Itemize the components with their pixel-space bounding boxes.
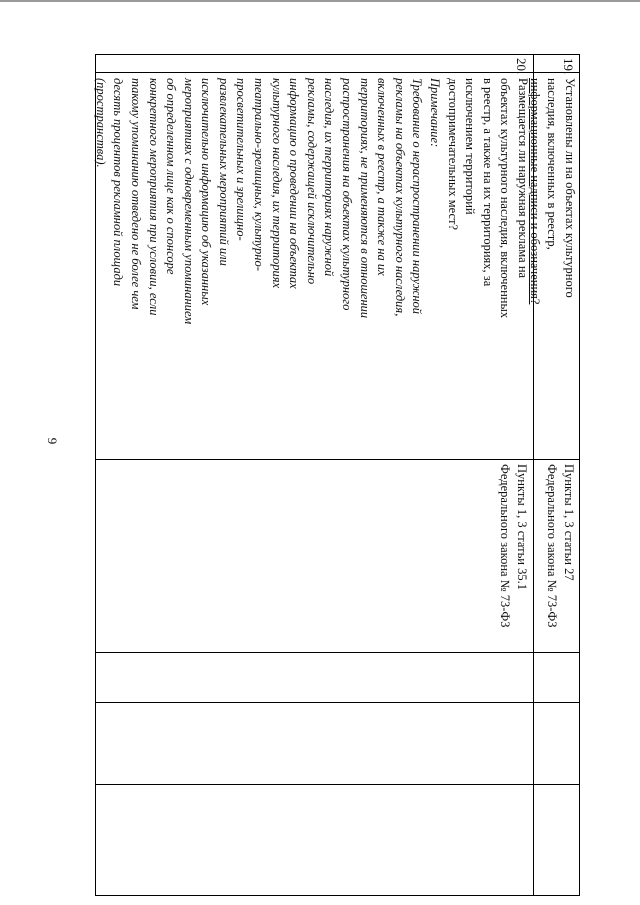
row-20-note-line-7: рекламы, содержащей исключительно — [304, 78, 319, 285]
row-20-note-line-12: развлекательных мероприятий или — [216, 78, 231, 266]
row-20-question — [93, 74, 533, 459]
row-19-reference-line-2: Федерального закона № 73-ФЗ — [545, 464, 559, 628]
row-20-number-text: 20. — [514, 58, 529, 75]
row-20-reference — [453, 460, 533, 652]
row-20-note-line-17: такому упоминанию отведено не более чем — [128, 78, 143, 310]
row-19-question-line-2: наследия, включенных в реестр, — [545, 78, 560, 250]
row-20-question-line-1: Размещается ли наружная реклама на — [516, 78, 530, 279]
col-divider-5 — [95, 784, 580, 785]
row-20-question-line-5: достопримечательных мест? — [445, 78, 460, 231]
row-20-note-line-11: просветительных и зрелищно- — [234, 78, 249, 241]
rotated-table — [95, 54, 580, 896]
row-20-note-line-15: об определенном лице как о спонсоре — [164, 78, 179, 275]
row-20-note-line-2: рекламы на объектах культурного наследия, — [392, 78, 407, 317]
row-20-question-line-2: объектах культурного наследия, включенных — [498, 78, 513, 319]
row-20-note-line-3: включенных в реестр, а также на их — [375, 78, 390, 276]
row-20-note-line-14: мероприятиях с одновременным упоминанием — [181, 78, 196, 325]
row-20-note-line-4: территориях, не применяются в отношении — [357, 78, 372, 319]
row-20-note-line-13: исключительно информацию об указанных — [199, 78, 214, 306]
row-20-note-line-18: десять процентов рекламной площади — [111, 78, 126, 287]
row-20-question-line-3: в реестр, а также на их территориях, за — [480, 78, 495, 287]
col-divider-number — [95, 72, 580, 73]
row-19-question-line-3: информационные надписи и обозначения? — [527, 78, 542, 305]
col-divider-4 — [95, 702, 580, 703]
row-20-question-line-4: исключением территорий — [463, 78, 478, 215]
row-19-number — [534, 54, 580, 75]
row-19-reference — [534, 460, 580, 652]
row-19-question — [527, 74, 580, 459]
row-20-note-label: Примечание: — [428, 78, 443, 148]
row-19-number-text: 19. — [561, 58, 576, 75]
row-20-note-line-9: культурного наследия, их территориях — [269, 78, 284, 289]
row-20-reference-line-2: Федерального закона № 73-ФЗ — [498, 464, 512, 628]
page-number: 9 — [45, 437, 60, 445]
row-19-reference-line-1: Пункты 1, 3 статьи 27 — [562, 464, 576, 581]
table-border-right — [95, 895, 580, 896]
col-divider-reference — [95, 652, 580, 653]
row-20-note-line-19: (пространства). — [93, 78, 108, 168]
top-rule — [0, 0, 640, 2]
row-20-note-line-5: распространения на объектах культурного — [340, 78, 355, 311]
row-20-note-line-8: информацию о проведении на объектах — [287, 78, 302, 289]
row-20-note-line-10: театрально-зрелищных, культурно- — [252, 78, 267, 271]
row-20-note-line-6: наследия, их территориях наружной — [322, 78, 337, 277]
row-19-question-line-1: Установлены ли на объектах культурного — [563, 78, 577, 298]
row-20-note-line-1: Требование о нераспространении наружной — [410, 78, 425, 315]
row-20-note-line-16: конкретного мероприятия при условии, если — [146, 78, 161, 316]
row-20-reference-line-1: Пункты 1, 3 статьи 35.1 — [515, 464, 529, 590]
row-20-number — [96, 54, 533, 75]
